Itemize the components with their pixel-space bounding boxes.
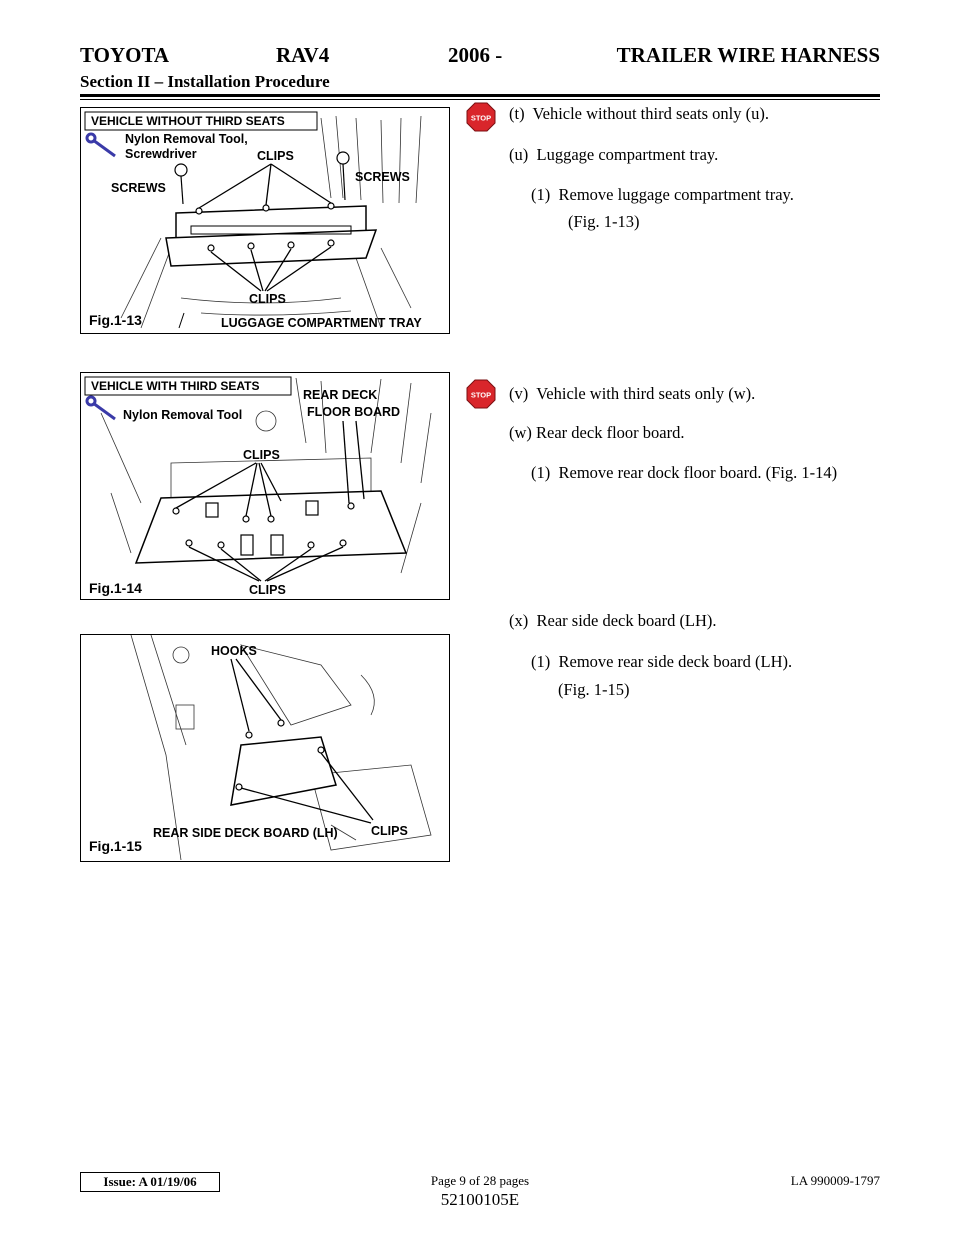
- figure-1-15-drawing: [81, 635, 449, 861]
- fig13-tool-line1: Nylon Removal Tool,: [125, 132, 248, 146]
- section-title: Section II – Installation Procedure: [80, 72, 330, 91]
- page-header: [80, 43, 880, 73]
- fig15-part-label: REAR SIDE DECK BOARD (LH): [153, 826, 338, 840]
- stop-sign-icon: [466, 379, 496, 409]
- step-marker: (x): [509, 611, 529, 630]
- fig15-hooks: HOOKS: [211, 644, 257, 658]
- step-u: [509, 145, 718, 165]
- step-marker: (1): [531, 185, 551, 204]
- step-marker: (w): [509, 423, 532, 442]
- figure-1-13-drawing: [81, 108, 449, 333]
- fig13-fig-label: Fig.1-13: [89, 312, 142, 328]
- header-year: 2006 -: [448, 43, 503, 67]
- fig14-clips-bottom: CLIPS: [249, 583, 286, 597]
- step-text: Remove rear dock floor board. (Fig. 1-14): [558, 463, 838, 482]
- step-text: Rear deck floor board.: [536, 423, 685, 442]
- fig13-tool-line2: Screwdriver: [125, 147, 197, 161]
- step-marker: (1): [531, 652, 551, 671]
- fig14-part-line1: REAR DECK: [303, 388, 378, 402]
- document-number: LA 990009-1797: [790, 1173, 880, 1188]
- step-marker: (1): [531, 463, 551, 482]
- step-text: Remove luggage compartment tray.: [558, 185, 794, 204]
- step-marker: (v): [509, 384, 529, 403]
- fig15-fig-label: Fig.1-15: [89, 838, 142, 854]
- fig13-clips-top: CLIPS: [257, 149, 294, 163]
- issue-box: Issue: A 01/19/06: [80, 1172, 220, 1192]
- fig14-fig-label: Fig.1-14: [89, 580, 142, 596]
- fig14-tool: Nylon Removal Tool: [123, 408, 243, 422]
- step-text: Vehicle without third seats only (u).: [532, 104, 769, 123]
- fig13-part-label: LUGGAGE COMPARTMENT TRAY: [221, 316, 422, 330]
- fig13-screws-right: SCREWS: [355, 170, 410, 184]
- step-text: Remove rear side deck board (LH).: [558, 652, 793, 671]
- step-w: [509, 423, 684, 443]
- part-number: 52100105E: [440, 1190, 520, 1209]
- figure-1-14: [80, 372, 450, 600]
- step-text: Luggage compartment tray.: [536, 145, 719, 164]
- step-x1: [531, 652, 792, 672]
- page-number: Page 9 of 28 pages: [430, 1173, 530, 1188]
- step-u1: [531, 185, 794, 205]
- step-u1-ref: (Fig. 1-13): [568, 212, 640, 231]
- fig14-part-line2: FLOOR BOARD: [307, 405, 401, 419]
- step-v: [509, 384, 755, 404]
- fig14-clips-top: CLIPS: [243, 448, 280, 462]
- header-product: TRAILER WIRE HARNESS: [616, 43, 880, 67]
- step-w1: [531, 463, 837, 483]
- fig13-banner: VEHICLE WITHOUT THIRD SEATS: [91, 114, 285, 128]
- step-text: Rear side deck board (LH).: [536, 611, 717, 630]
- stop-sign-icon: [466, 102, 496, 132]
- header-rule-thin: [80, 99, 880, 100]
- step-marker: (u): [509, 145, 529, 164]
- figure-1-15: [80, 634, 450, 862]
- figure-1-14-drawing: [81, 373, 449, 599]
- figure-1-13: [80, 107, 450, 334]
- fig13-clips-bottom: CLIPS: [249, 292, 286, 306]
- step-x: [509, 611, 717, 631]
- fig13-screws-left: SCREWS: [111, 181, 166, 195]
- step-t: [509, 104, 769, 124]
- step-marker: (t): [509, 104, 525, 123]
- fig14-banner: VEHICLE WITH THIRD SEATS: [91, 379, 260, 393]
- wrench-icon: [87, 134, 115, 156]
- header-model: RAV4: [276, 43, 330, 67]
- step-x1-ref: (Fig. 1-15): [558, 680, 630, 699]
- stop-sign-label: STOP: [470, 390, 492, 400]
- header-rule: [80, 94, 880, 97]
- fig15-clips: CLIPS: [371, 824, 408, 838]
- step-text: Vehicle with third seats only (w).: [536, 384, 756, 403]
- stop-sign-label: STOP: [470, 113, 492, 123]
- wrench-icon: [87, 397, 115, 419]
- header-brand: TOYOTA: [80, 43, 170, 67]
